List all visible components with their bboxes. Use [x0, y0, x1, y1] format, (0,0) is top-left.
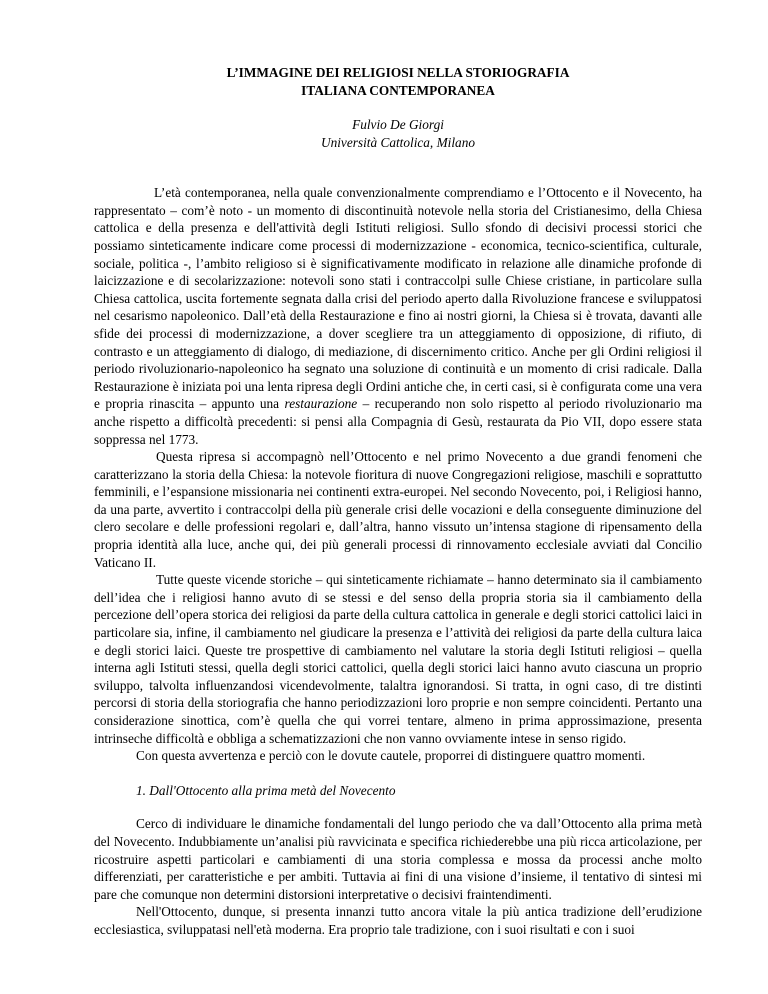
document-title-line-2: ITALIANA CONTEMPORANEA — [301, 82, 495, 98]
document-title-line-1: L’IMMAGINE DEI RELIGIOSI NELLA STORIOGRAFIA — [226, 65, 570, 80]
intro-paragraph — [94, 184, 702, 448]
author-name: Fulvio De Giorgi — [352, 117, 444, 133]
italic-term: restaurazione — [284, 396, 358, 412]
section-body — [94, 815, 702, 938]
section-paragraph: Nell'Ottocento, dunque, si presenta innanzi tutto ancora vitale la più antica tradizione dell’erudizione ecclesiastica, sviluppatasi nell'età moderna. Era proprio tale tradizione, con i suoi risultati e con i suoi — [94, 904, 702, 937]
author-affiliation: Università Cattolica, Milano — [320, 135, 475, 151]
intro-body — [94, 184, 702, 765]
intro-paragraph: Tutte queste vicende storiche – qui sinteticamente richiamate – hanno determinato sia il cambiamento dell’idea che i religiosi hanno avuto di se stessi e del senso della propria storia sia il cambiamento della percezione dell’opera storica dei religiosi da parte della cultura cattolica in generale e degli storici cattolici laici in particolare sia, infine, il cambiamento nel giudicare la presenza e l’attività dei religiosi da parte della cultura laica e degli storici laici. Queste tre prospettive di cambiamento nel valutare la storia degli Istituti religiosi – quella interna agli Istituti stessi, quella degli storici cattolici, quella degli storici laici hanno avuto ciascuna un proprio sviluppo, talvolta influenzandosi vicendevolmente, talaltra ignorandosi. Si tratta, in ogni caso, di tre distinti percorsi di storia della storiografia che hanno periodizzazioni loro proprie e non sempre coincidenti. Pertanto una considerazione sinottica, com’è quella che qui vorrei tentare, almeno in prima approssimazione, presenta intrinseche difficoltà e obbliga a schematizzazioni che non vanno ovviamente intese in senso rigido. — [94, 572, 702, 746]
section-paragraph: Cerco di individuare le dinamiche fondamentali del lungo periodo che va dall’Ottocento alla prima metà del Novecento. Indubbiamente un’analisi più ravvicinata e specifica richiederebbe una più ricca articolazione, per ricostruire aspetti particolari e cambiamenti di una storia complessa e mossa da processi anche molto differenziati, per caratteristiche e per ambiti. Tuttavia ai fini di una visione d’insieme, il tentativo di sintesi mi pare che comunque non determini distorsioni interpretative o decisivi fraintendimenti. — [94, 816, 702, 902]
section-heading: 1. Dall'Ottocento alla prima metà del Novecento — [136, 782, 396, 798]
intro-paragraph: Con questa avvertenza e perciò con le dovute cautele, proporrei di distinguere quattro momenti. — [136, 748, 646, 764]
author-block — [94, 116, 702, 152]
intro-paragraph-text: L’età contemporanea, nella quale convenzionalmente comprendiamo e l’Ottocento e il Novecento, ha rappresentato – com’è noto - un momento di discontinuità notevole nella storia del Cristianesimo, della Chiesa cattolica e della presenza e dell'attività degli Istituti religiosi. Sullo sfondo di decisivi processi storici che possiamo sinteticamente indicare come processi di modernizzazione - economica, tecnico-scientifica, culturale, sociale, politica -, l’ambito religioso si è significativamente modificato in relazione alle dinamiche profonde di laicizzazione e di secolarizzazione: notevoli sono stati i contraccolpi sulle Chiese cristiane, in particolare sulla Chiesa cattolica, uscita fortemente segnata dalla crisi del periodo aperto dalla Rivoluzione francese e sviluppatosi nel cesarismo napoleonico. Dall’età della Restaurazione e fino ai nostri giorni, la Chiesa si è trovata, davanti alle sfide dei processi di modernizzazione, a dover scegliere tra un atteggiamento di opposizione, di rifiuto, di contrasto e un atteggiamento di dialogo, di mediazione, di discernimento critico. Anche per gli Ordini religiosi il periodo rivoluzionario-napoleonico ha segnato una soluzione di continuità e un momento di crisi radicale. Dalla Restaurazione è iniziata poi una lenta ripresa degli Ordini antiche che, in certi casi, si è configurata come una vera e propria rinascita – appunto una — [94, 185, 702, 412]
intro-paragraph-tail: – recuperando non solo rispetto al periodo rivoluzionario ma anche rispetto a difficoltà precedenti: si pensi alla Compagnia di Gesù, restaurata da Pio VII, dopo essere stata soppressa nel 1773. — [94, 396, 702, 447]
intro-paragraph: Questa ripresa si accompagnò nell’Ottocento e nel primo Novecento a due grandi fenomeni che caratterizzano la storia della Chiesa: la notevole fioritura di nuove Congregazioni religiose, maschili e soprattutto femminili, e l’espansione missionaria nei continenti extra-europei. Nel secondo Novecento, poi, i Religiosi hanno, da una parte, avvertito i contraccolpi della più generale crisi delle vocazioni e della conseguente diminuzione del clero secolare e delle professioni regolari e, dall’altra, hanno vissuto un’intensa stagione di ripensamento della propria identità alla luce, anche qui, dei più generali processi di rinnovamento ecclesiale avviati dal Concilio Vaticano II. — [94, 449, 702, 570]
